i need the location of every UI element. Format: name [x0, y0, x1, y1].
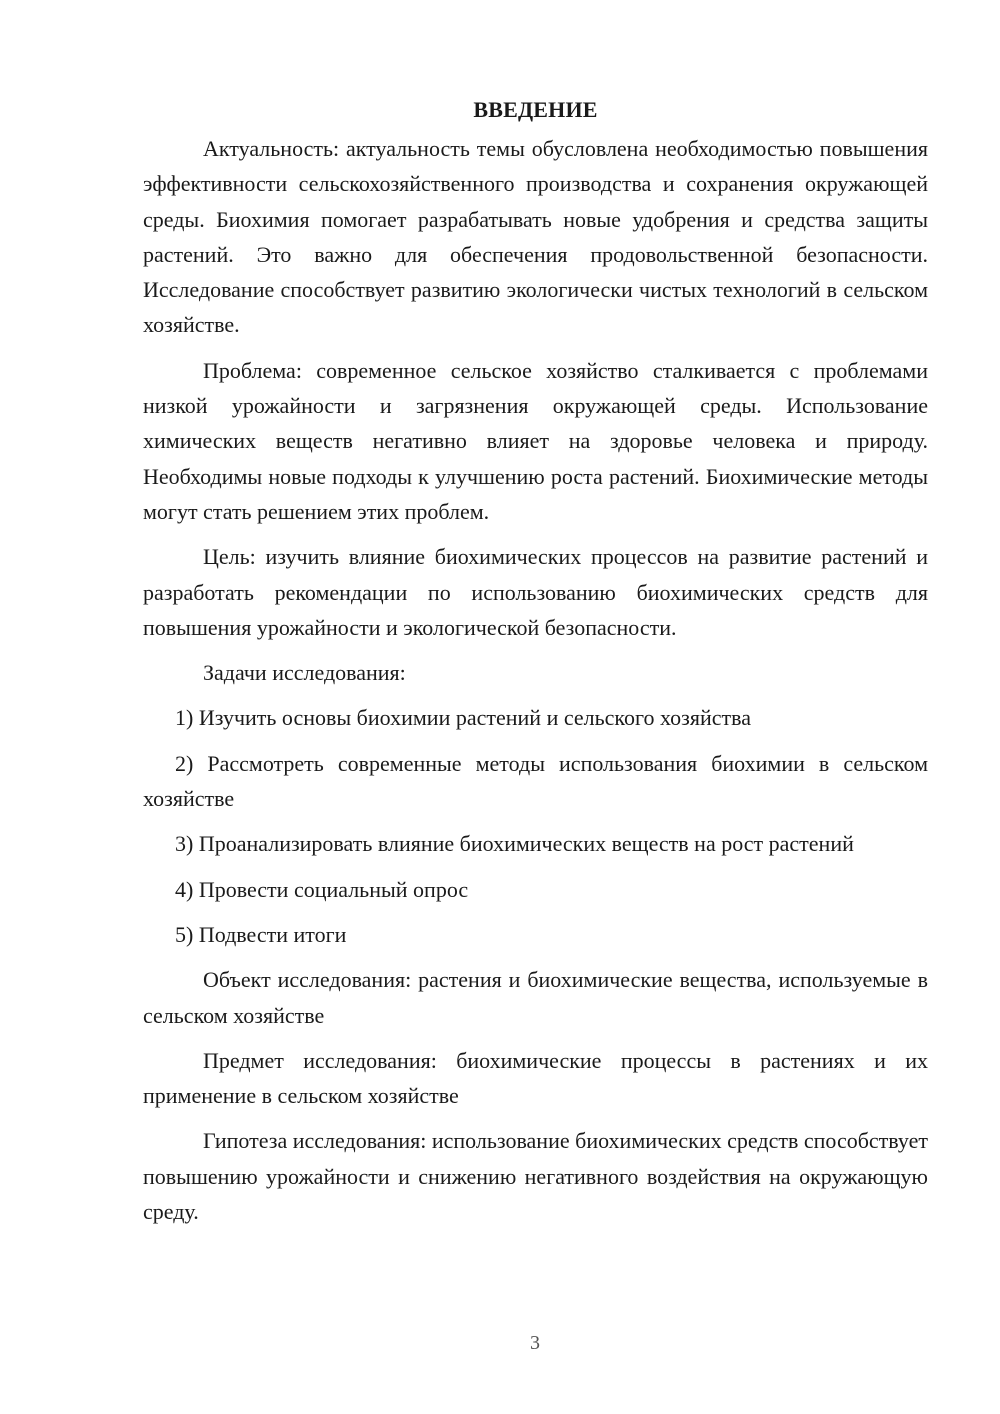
page-title: ВВЕДЕНИЕ	[473, 97, 598, 122]
relevance-paragraph: Актуальность: актуальность темы обусловлена необходимостью повышения эффективности сельскохозяйственного производства и сохранения окружающей среды. Биохимия помогает разрабатывать новые удобрения и средства защиты растений. Это важно для обеспечения продовольственной безопасности. Исследование способствует развитию экологически чистых технологий в сельском хозяйстве.	[143, 136, 928, 338]
goal-paragraph: Цель: изучить влияние биохимических процессов на развитие растений и разработать рекомендации по использованию биохимических средств для повышения урожайности и экологической безопасности.	[143, 544, 928, 640]
hypothesis-paragraph: Гипотеза исследования: использование биохимических средств способствует повышению урожайности и снижению негативного воздействия на окружающую среду.	[143, 1128, 928, 1225]
list-item: 2) Рассмотреть современные методы использования биохимии в сельском хозяйстве	[143, 750, 928, 812]
list-item: 3) Проанализировать влияние биохимических веществ на рост растений	[175, 831, 854, 857]
problem-paragraph: Проблема: современное сельское хозяйство сталкивается с проблемами низкой урожайности и загрязнения окружающей среды. Использование химических веществ негативно влияет на здоровье человека и природу. Необходимы новые подходы к улучшению роста растений. Биохимические методы могут стать решением этих проблем.	[143, 357, 928, 524]
list-item: 4) Провести социальный опрос	[175, 876, 469, 902]
tasks-heading: Задачи исследования:	[203, 660, 406, 686]
list-item: 5) Подвести итоги	[175, 921, 347, 947]
list-item: 1) Изучить основы биохимии растений и сельского хозяйства	[175, 705, 751, 731]
document-page	[143, 92, 928, 1239]
object-paragraph: Объект исследования: растения и биохимические вещества, используемые в сельском хозяйстве	[143, 967, 928, 1028]
subject-paragraph: Предмет исследования: биохимические процессы в растениях и их применение в сельском хозяйстве	[143, 1047, 928, 1109]
tasks-list	[143, 700, 928, 952]
page-number: 3	[530, 1332, 540, 1354]
